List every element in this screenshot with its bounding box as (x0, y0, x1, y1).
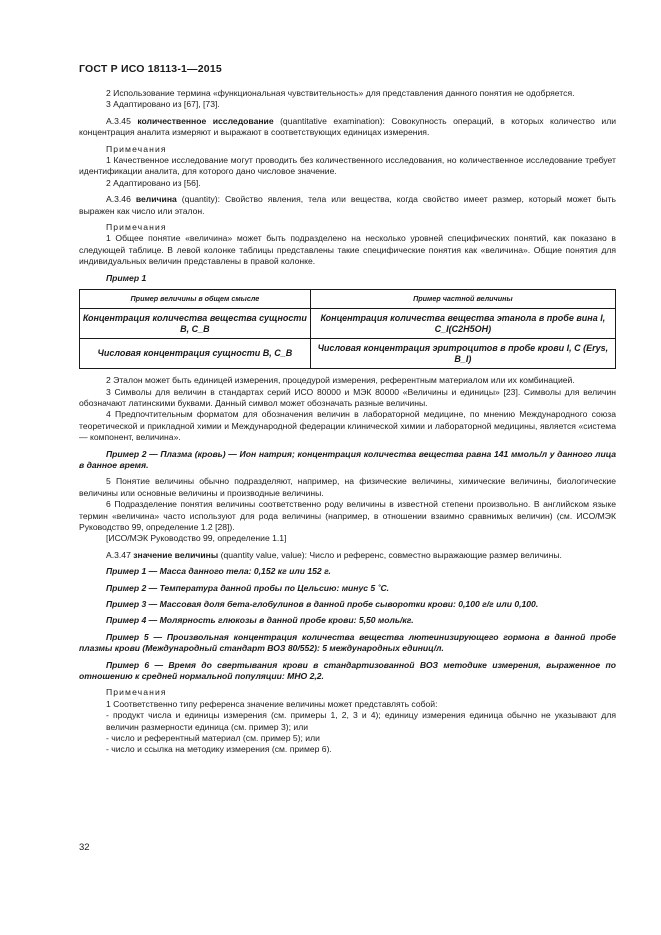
note-paragraph: 1 Соответственно типу референса значение величины может представлять собой: (106, 698, 438, 709)
definition-text: (quantity value, value): Число и референс, совместно выражающие размер величины. (220, 549, 562, 560)
note-paragraph: 3 Адаптировано из [67], [73]. (106, 99, 220, 110)
example-text: Пример 6 — Время до свертывания крови в стандартизованной ВОЗ методике измерения, выраженное по отношению к средней нормальной популяции: МНО 2,2. (79, 659, 616, 682)
note-paragraph: 2 Адаптировано из [56]. (106, 177, 201, 188)
example-title: Пример 1 (106, 272, 147, 283)
example-text: Пример 5 — Произвольная концентрация количества вещества лютеинизирующего гормона в данной пробе плазмы крови (Международный стандарт ВОЗ 80/552): 5 международных единиц/л. (79, 631, 616, 654)
note-paragraph: 6 Подразделение понятия величины соответственно роду величины в известной степени произвольно. В английском языке термин «величина» часто используют для рода величины (например, в отношении взаимно сравнимых величин) (см. ИСО/МЭК Руководство 99, определение 1.2 [28]). (79, 499, 616, 532)
definition-a347 (79, 550, 616, 561)
table-cell: Числовая концентрация сущности B, C_B (80, 339, 311, 369)
table-cell: Концентрация количества вещества этанола в пробе вина I, C_I(C2H5OH) (310, 309, 615, 339)
note-paragraph: 1 Общее понятие «величина» может быть подразделено на несколько уровней специфических понятий, как показано в следующей таблице. В левой колонке таблицы представлены такие специфические понятия как «величина». Общие понятия для индивидуальных величин представлены в правой колонке. (79, 233, 616, 267)
example-text: Пример 2 — Плазма (кровь) — Ион натрия; концентрация количества вещества равна 141 ммоль/л у данного лица в данное время. (79, 448, 616, 470)
term: количественное исследование (137, 115, 274, 126)
table-cell: Концентрация количества вещества сущности B, C_B (80, 309, 311, 339)
quantity-table (79, 289, 616, 369)
table-cell: Числовая концентрация эритроцитов в пробе крови I, C (Erys, B_I) (310, 339, 615, 369)
definition-a346 (79, 194, 616, 217)
page-number: 32 (79, 842, 90, 853)
term: величина (135, 194, 177, 205)
note-paragraph: 2 Эталон может быть единицей измерения, процедурой измерения, референтным материалом или их комбинацией. (106, 375, 575, 386)
notes-label: Примечания (106, 222, 167, 233)
definition-text: (quantity): Свойство явления, тела или вещества, когда свойство имеет размер, который может быть выражен как число или эталон. (79, 194, 616, 216)
clause-number: А.3.46 (106, 194, 131, 205)
list-item: - число и референтный материал (см. пример 5); или (106, 733, 320, 744)
definition-text: (quantitative examination): Совокупность операций, в которых количество или концентрация аналита измеряют и выражают в соответствующих единицах измерения. (79, 115, 617, 138)
reference: [ИСО/МЭК Руководство 99, определение 1.1] (106, 533, 287, 544)
example-text: Пример 1 — Масса данного тела: 0,152 кг или 152 г. (106, 566, 331, 577)
example-text: Пример 2 — Температура данной пробы по Цельсию: минус 5 ˚С. (106, 582, 390, 593)
table-row (80, 309, 616, 339)
example-text: Пример 3 — Массовая доля бета-глобулинов в данной пробе сыворотки крови: 0,100 г/г или 0,100. (106, 599, 539, 609)
clause-number: А.3.47 (106, 549, 131, 560)
note-paragraph: 5 Понятие величины обычно подразделяют, например, на физические величины, химические величины, биологические величины или основные величины и производные величины. (79, 476, 616, 498)
definition-a345 (79, 116, 616, 139)
note-paragraph: 2 Использование термина «функциональная чувствительность» для представления данного понятия не одобряется. (106, 88, 575, 98)
list-item: - продукт числа и единицы измерения (см. примеры 1, 2, 3 и 4); единицу измерения единица обычно не указывают для величин размерности единица (см. пример 3); или (106, 710, 616, 732)
list-item: - число и ссылка на методику измерения (см. пример 6). (106, 744, 332, 755)
table-header-cell: Пример частной величины (310, 290, 615, 309)
table-row (80, 339, 616, 369)
note-paragraph: 4 Предпочтительным форматом для обозначения величин в лабораторной медицине, по мнению Международного союза теоретической и прикладной химии и Международной федерации клинической химии и лабораторной медицины, является «система — компонент, величина». (79, 409, 616, 443)
notes-label: Примечания (106, 687, 167, 698)
term: значение величины (133, 549, 219, 560)
example-text: Пример 4 — Молярность глюкозы в данной пробе крови: 5,50 моль/кг. (106, 615, 414, 626)
document-body (79, 88, 616, 756)
note-paragraph: 1 Качественное исследование могут проводить без количественного исследования, но количественное исследование требует идентификации аналита, для которого дано числовое значение. (79, 155, 616, 177)
document-header: ГОСТ Р ИСО 18113-1—2015 (79, 63, 222, 75)
table-header-cell: Пример величины в общем смысле (80, 290, 311, 309)
clause-number: А.3.45 (106, 115, 131, 126)
notes-label: Примечания (106, 143, 167, 154)
note-paragraph: 3 Символы для величин в стандартах серий ИСО 80000 и МЭК 80000 «Величины и единицы» [23]. Символы для величин обозначают латинскими буквами. Данный символ может обозначать разные величины. (79, 386, 616, 408)
